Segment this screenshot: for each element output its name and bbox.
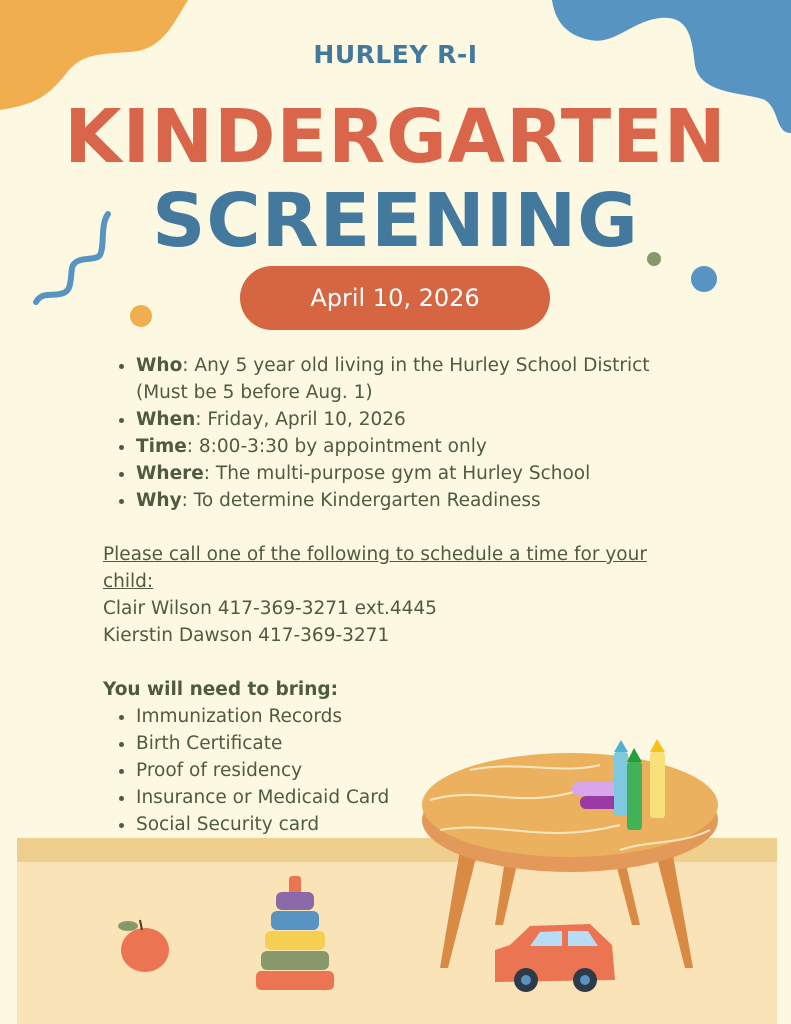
detail-text: : To determine Kindergarten Readiness xyxy=(181,490,541,511)
detail-label: Why xyxy=(136,490,182,511)
organization-name: HURLEY R-I xyxy=(313,40,478,69)
date-badge: April 10, 2026 xyxy=(240,266,550,330)
title-screening: SCREENING xyxy=(152,178,639,264)
detail-where xyxy=(136,460,673,487)
contact-2: Kierstin Dawson 417-369-3271 xyxy=(103,625,390,646)
bring-item: • Social Security card xyxy=(136,811,673,838)
flyer-content xyxy=(103,352,673,838)
detail-who xyxy=(136,352,673,406)
detail-why xyxy=(136,487,673,514)
bring-heading: You will need to bring: xyxy=(103,679,339,700)
detail-text: : The multi-purpose gym at Hurley School xyxy=(203,463,591,484)
contact-1: Clair Wilson 417-369-3271 ext.4445 xyxy=(103,598,437,619)
bring-item: • Birth Certificate xyxy=(136,730,673,757)
call-instruction: Please call one of the following to schedule a time for your child: xyxy=(103,544,647,592)
title-kindergarten: KINDERGARTEN xyxy=(64,94,727,180)
bring-item: • Proof of residency xyxy=(136,757,673,784)
detail-text: : Any 5 year old living in the Hurley School District (Must be 5 before Aug. 1) xyxy=(136,355,650,403)
details-list xyxy=(103,352,673,514)
detail-when xyxy=(136,406,673,433)
bring-item: • Immunization Records xyxy=(136,703,673,730)
detail-label: When xyxy=(136,409,196,430)
blue-dot xyxy=(691,266,717,292)
bring-list xyxy=(103,703,673,838)
detail-time xyxy=(136,433,673,460)
detail-label: Time xyxy=(136,436,187,457)
detail-text: : 8:00-3:30 by appointment only xyxy=(186,436,487,457)
detail-label: Where xyxy=(136,463,204,484)
detail-label: Who xyxy=(136,355,183,376)
detail-text: : Friday, April 10, 2026 xyxy=(195,409,406,430)
bring-item: • Insurance or Medicaid Card xyxy=(136,784,673,811)
orange-dot xyxy=(130,305,152,327)
